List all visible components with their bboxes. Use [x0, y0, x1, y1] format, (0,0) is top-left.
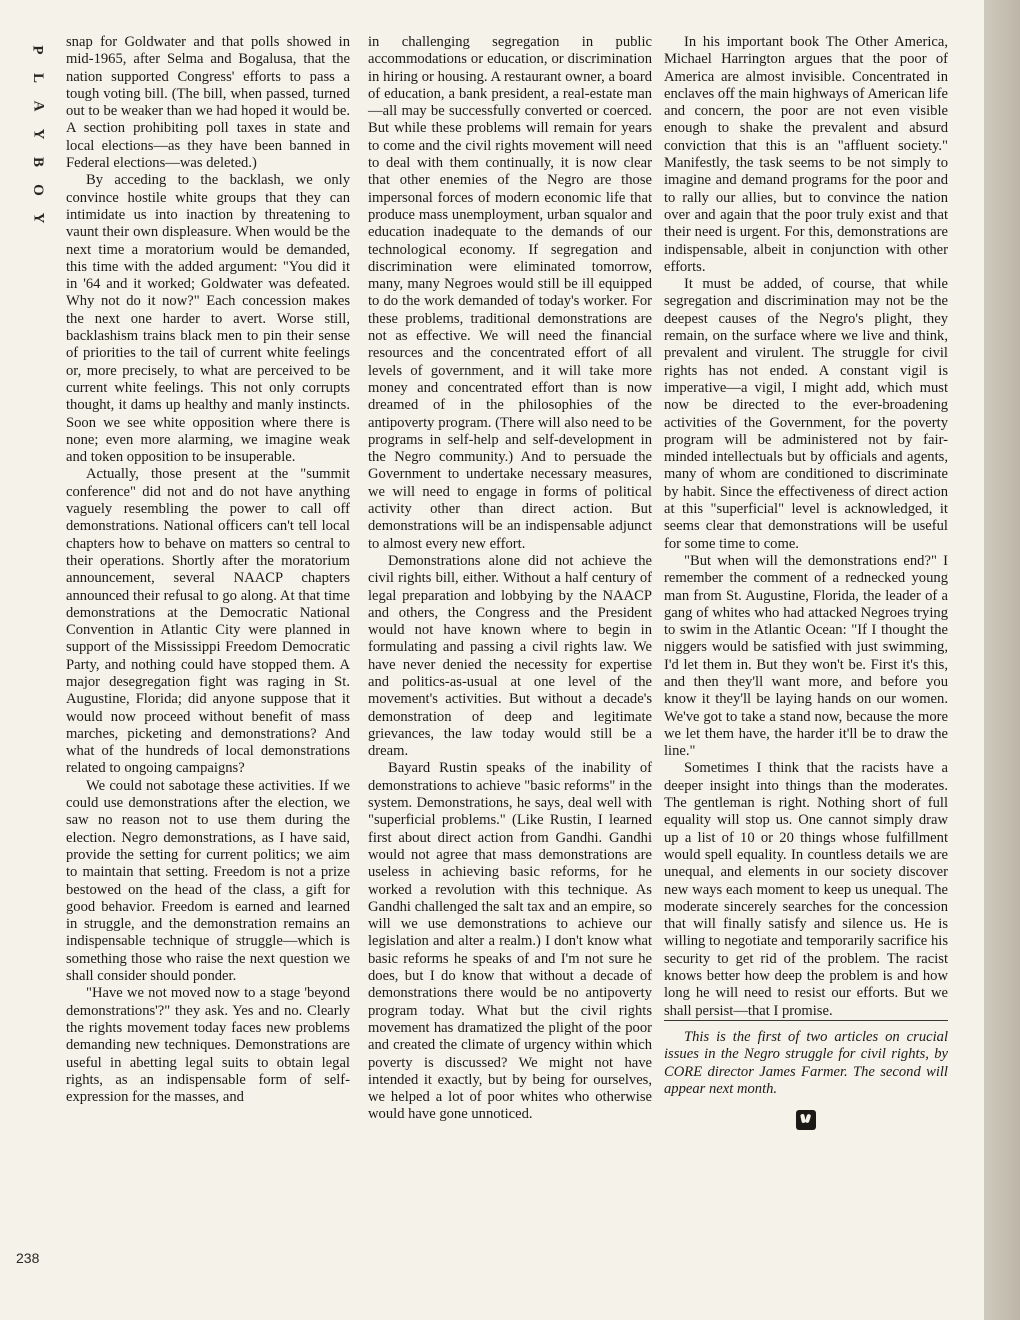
- paragraph: We could not sabotage these activities. If we could use demonstrations after the election, we saw no reason not to use them during the election. Negro demonstrations, as I have said, provide the setting for current politics; we aim to maintain that setting. Freedom is not a prize bestowed on the head of the class, a gift for good behavior. Freedom is earned and learned in struggle, and the demonstration remains an indispensable technique of struggle—which is something those who raise the next question we shall consider should ponder.: [66, 777, 350, 985]
- editor-note: This is the first of two articles on crucial issues in the Negro struggle for civil rights, by CORE director James Farmer. The second will appear next month.: [664, 1020, 948, 1098]
- paragraph: In his important book The Other America, Michael Harrington argues that the poor of America are almost invisible. Concentrated in enclaves off the main highways of American life and concern, the poor are not even visible enough to shake the prevalent and absurd conviction that this is an "affluent society." Manifestly, the task seems to be not simply to imagine and demand programs for the poor and to rally our allies, but to convince the nation over and again that the poor truly exist and that their need is urgent. For this, demonstrations are indispensable, albeit in conjunction with other efforts.: [664, 34, 948, 275]
- masthead-letter: B: [29, 156, 46, 168]
- paragraph: By acceding to the backlash, we only convince hostile white groups that they can intimidate us into inaction by threatening to vaunt their own displeasure. When would be the next time a moratorium would be demanded, this time with the added argument: "You did it in '64 and it worked; Goldwater was defeated. Why not do it now?" Each concession makes the next one harder to avert. Worse still, backlashism trains black men to pin their sense of priorities to the tail of current white feelings or, more precisely, to what are perceived to be current white feelings. This not only corrupts thought, it dams up healthy and manly instincts. Soon we see white opposition where there is none; even more alarming, we imagine weak and token opposition to be insuperable.: [66, 172, 350, 466]
- page-number: 238: [16, 1250, 40, 1266]
- paragraph: snap for Goldwater and that polls showed in mid-1965, after Selma and Bogalusa, that the nation supported Congress' efforts to pass a tough voting bill. (The bill, when passed, turned out to be weaker than we had hoped it would be. A section prohibiting poll taxes in state and local elections—as they have been banned in Federal elections—was deleted.): [66, 34, 350, 172]
- masthead-letter: P: [29, 45, 46, 55]
- masthead-letter: L: [29, 72, 46, 84]
- masthead-letter: A: [30, 100, 46, 112]
- paragraph: Sometimes I think that the racists have a deeper insight into things than the moderates. The gentleman is right. Nothing short of full equality will stop us. One cannot simply draw up a list of 10 or 20 things whose fulfillment would spell equality. In countless details we are unequal, and elements in our society discover new ways each moment to keep us unequal. The moderate sincerely searches for the concession that will finally satisfy and silence us. He is willing to negotiate and temporarily sacrifice his security to get rid of the problem. The racist knows better how deep the problem is and how long he will need to resist our efforts. But we shall persist—that I promise.: [664, 760, 948, 1019]
- page-edge: [984, 0, 1020, 1320]
- paragraph: It must be added, of course, that while segregation and discrimination may not be the deepest causes of the Negro's plight, they remain, on the surface where we live and think, prevalent and virulent. The struggle for civil rights has not ended. A constant vigil is imperative—a vigil, I might add, which must now be directed to the ever-broadening activities of the Government, for the poverty program will be administered not by fair-minded intellectuals but by officials and agents, many of whom are conditioned to discriminate by habit. Since the effectiveness of direct action at this "superficial" level is acknowledged, it seems clear that demonstrations will be useful for some time to come.: [664, 276, 948, 552]
- paragraph: Bayard Rustin speaks of the inability of demonstrations to achieve "basic reforms" in the system. Demonstrations, he says, deal well with "superficial problems." (Like Rustin, I learned first about direct action from Gandhi. Gandhi would not agree that mass demonstrations are useless in achieving basic reforms, for he worked a revolution with this technique. As Gandhi challenged the salt tax and an empire, so will we use demonstrations to achieve our legislation and alter a realm.) I don't know what basic reforms he speaks of and I'm not sure he does, but I do know that without a decade of demonstrations there would be no antipoverty program today. What but the civil rights movement has dramatized the plight of the poor and created the climate of urgency within which poverty is discussed? We might not have intended it exactly, but by being for ourselves, we helped a lot of poor whites who otherwise would have gone unnoticed.: [368, 760, 652, 1123]
- paragraph: "Have we not moved now to a stage 'beyond demonstrations'?" they ask. Yes and no. Clearly the rights movement today faces new problems demanding new techniques. Demonstrations are useful in abetting legal suits to obtain legal rights, as an indispensable form of self-expression for the masses, and: [66, 985, 350, 1106]
- column-1: [66, 34, 350, 1106]
- masthead-letter: O: [29, 184, 46, 196]
- masthead-letter: Y: [30, 128, 46, 140]
- rabbit-logo-icon: [796, 1110, 816, 1130]
- column-3: [664, 34, 948, 1130]
- masthead: [26, 36, 50, 232]
- paragraph: Actually, those present at the "summit conference" did not and do not have anything vaguely resembling the power to call off demonstrations. National officers can't tell local chapters how to behave on matters so central to their operations. Shortly after the moratorium announcement, several NAACP chapters announced their refusal to go along. At that time demonstrations at the Democratic National Convention in Atlantic City were planned in support of the Mississippi Freedom Democratic Party, and nothing could have stopped them. A major desegregation fight was raging in St. Augustine, Florida; did anyone suppose that it would now proceed without benefit of mass marches, picketing and demonstrations? And what of the hundreds of local demonstrations related to ongoing campaigns?: [66, 466, 350, 777]
- paragraph: in challenging segregation in public accommodations or education, or discrimination in hiring or housing. A restaurant owner, a board of education, a bank president, a real-estate man—all may be successfully converted or coerced. But while these problems will remain for years to come and the civil rights movement will need to deal with them continually, it is now clear that other enemies of the Negro are those impersonal forces of modern economic life that produce mass unemployment, urban squalor and education inadequate to the demands of our technological economy. If segregation and discrimination were eliminated tomorrow, many, many Negroes would still be ill equipped to do the work demanded of today's worker. For these problems, traditional demonstrations are not as effective. We will need the financial resources and the concentrated effort of all levels of government, and it will take more money and concentrated effort than is now dreamed of in the philosophies of the antipoverty program. (There will also need to be programs in self-help and self-development in the Negro community.) And to persuade the Government to undertake necessary measures, we will need to engage in forms of political activity other than direct action. But demonstrations will be an indispensable adjunct to almost every new effort.: [368, 34, 652, 552]
- column-2: [368, 34, 652, 1124]
- paragraph: Demonstrations alone did not achieve the civil rights bill, either. Without a half century of legal preparation and lobbying by the NAACP and others, the Congress and the President would not have known where to begin in formulating and passing a civil rights law. We have never denied the necessity for expertise and politics-as-usual at one level of the movement's activities. But without a decade's demonstration of deep and legitimate grievances, the law today would still be a dream.: [368, 552, 652, 760]
- masthead-letter: Y: [30, 212, 46, 224]
- paragraph: "But when will the demonstrations end?" I remember the comment of a rednecked young man from St. Augustine, Florida, the leader of a gang of whites who had attacked Negroes trying to swim in the Atlantic Ocean: "If I thought the niggers would be satisfied with just swimming, I'd let them in. But they won't be. First it's this, and then they'll want more, and before you know it they'll be laying hands on our women. We've got to take a stand now, because the more we let them have, the harder it'll be to draw the line.": [664, 552, 948, 760]
